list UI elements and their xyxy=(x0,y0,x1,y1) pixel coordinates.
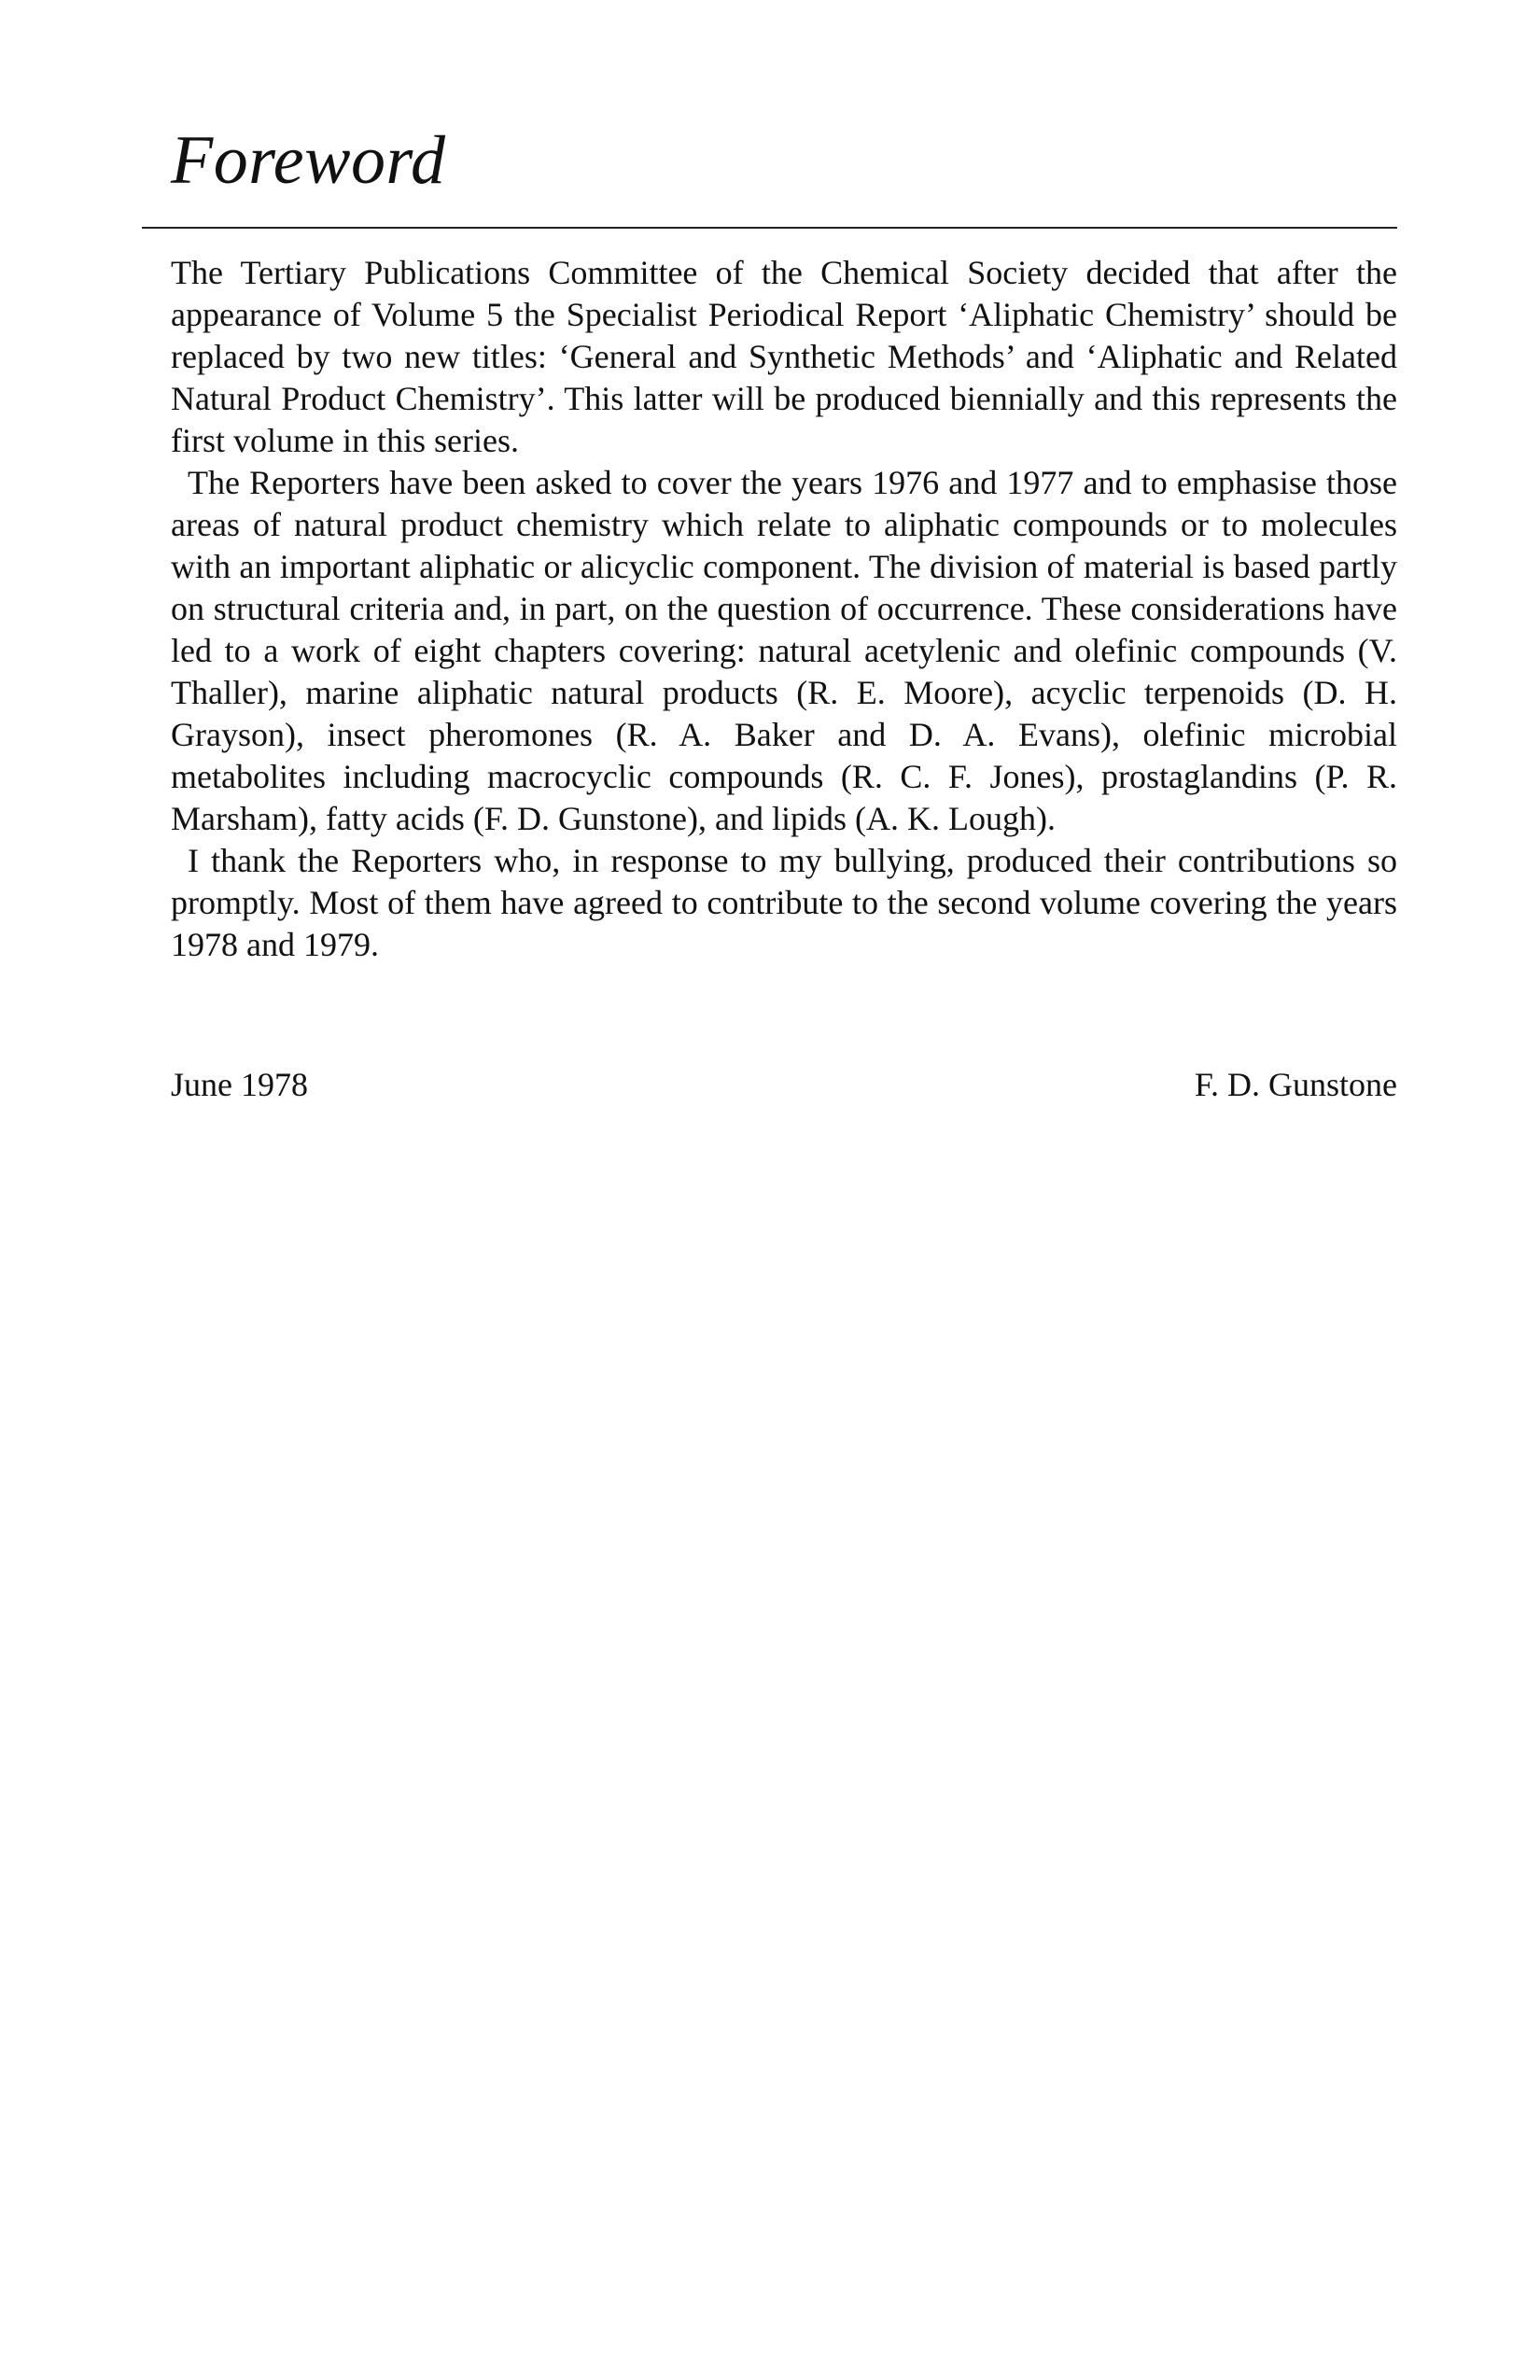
heading-rule xyxy=(142,227,1397,229)
author-name: F. D. Gunstone xyxy=(1194,1066,1397,1103)
date: June 1978 xyxy=(171,1066,308,1103)
signoff xyxy=(171,1064,1397,1106)
foreword-body xyxy=(171,252,1397,966)
paragraph-1: The Tertiary Publications Committee of the Chemical Society decided that after the appearance of Volume 5 the Specialist Periodical Report ‘Aliphatic Chemistry’ should be replaced by two new titles: ‘General and Synthetic Methods’ and ‘Aliphatic and Related Natural Product Chemistry’. This latter will be produced biennially and this represents the first volume in this series. xyxy=(171,254,1397,459)
paragraph-3: I thank the Reporters who, in response to my bullying, produced their contributions so promptly. Most of them have agreed to contribute to the second volume covering the years 1978 and 1979. xyxy=(171,842,1397,963)
page-title: Foreword xyxy=(171,122,446,199)
paragraph-2: The Reporters have been asked to cover the years 1976 and 1977 and to emphasise those areas of natural product chemistry which relate to aliphatic compounds or to molecules with an important aliphatic or alicyclic component. The division of material is based partly on structural criteria and, in part, on the question of occurrence. These considerations have led to a work of eight chapters covering: natural acetylenic and olefinic compounds (V. Thaller), marine aliphatic natural products (R. E. Moore), acyclic terpenoids (D. H. Grayson), insect pheromones (R. A. Baker and D. A. Evans), olefinic microbial metabolites including macrocyclic compounds (R. C. F. Jones), prostaglandins (P. R. Marsham), fatty acids (F. D. Gunstone), and lipids (A. K. Lough). xyxy=(171,464,1397,837)
